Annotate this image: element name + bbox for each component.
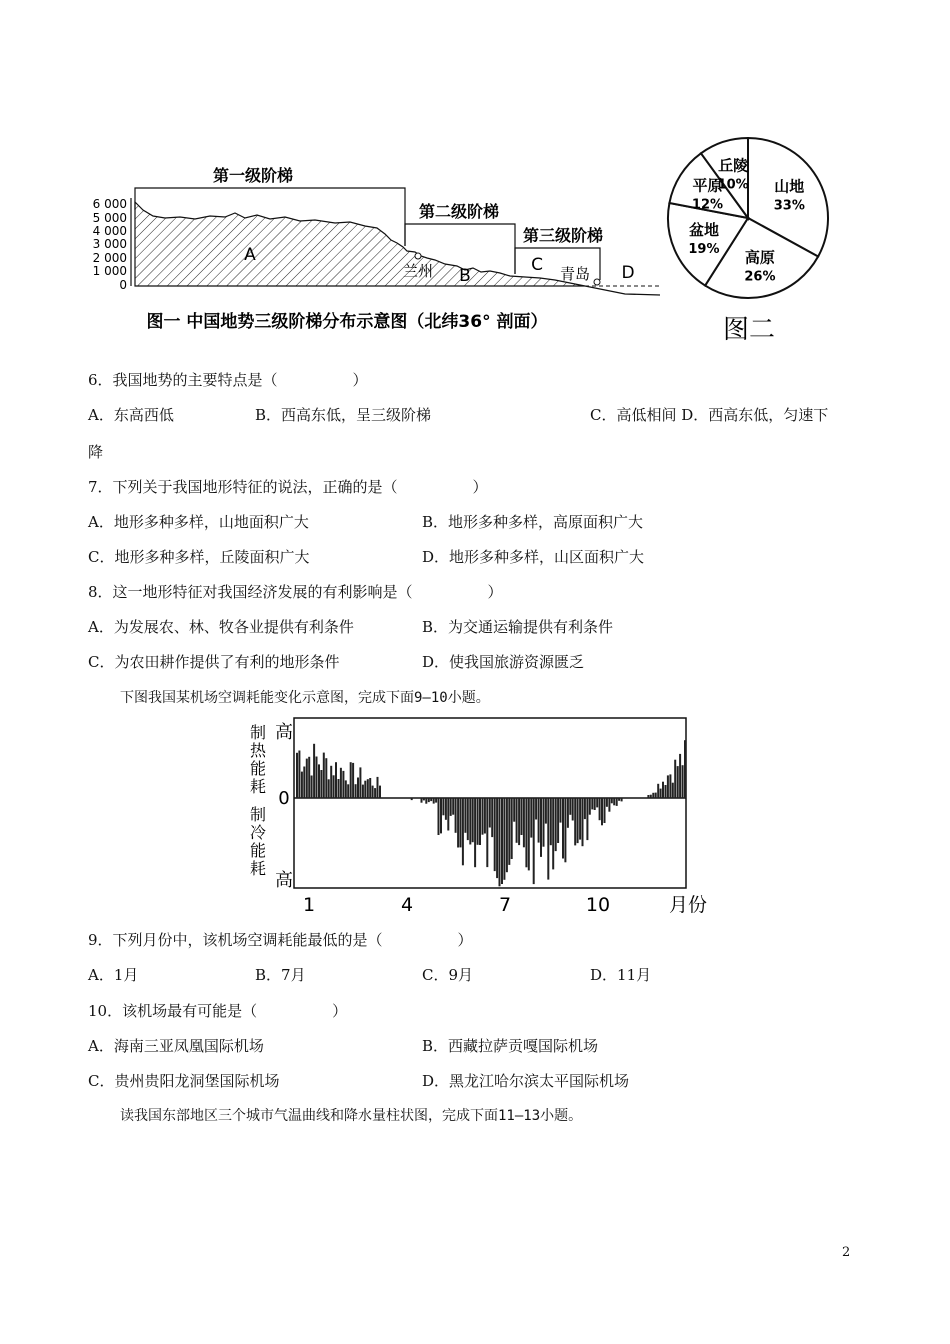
energy-bar: [538, 798, 540, 843]
pie-slice-value: 26%: [744, 269, 776, 285]
q8-stem: 8．这一地形特征对我国经济发展的有利影响是（ ）: [88, 583, 503, 601]
cool-label-1: 制: [249, 805, 267, 824]
energy-bar: [342, 771, 344, 798]
cool-axis-label: [250, 805, 266, 878]
energy-bar: [579, 798, 581, 840]
energy-bar: [323, 753, 325, 798]
energy-bar: [491, 798, 493, 837]
energy-bar: [467, 798, 469, 840]
y-tick-3000: 3 000: [92, 237, 127, 251]
terrain-cross-section: [135, 202, 585, 286]
energy-bar: [506, 798, 508, 872]
energy-bar: [494, 798, 496, 871]
energy-bar: [460, 798, 462, 847]
energy-bar: [677, 766, 679, 798]
q8-option-b[interactable]: B．为交通运输提供有利条件: [422, 618, 614, 636]
energy-bar: [311, 776, 313, 799]
energy-bar: [333, 775, 335, 798]
energy-bar: [511, 798, 513, 859]
x-tick-4: 4: [400, 894, 414, 916]
energy-bar: [301, 772, 303, 798]
y-tick-labels: [93, 197, 127, 292]
energy-bar: [682, 765, 684, 798]
energy-bar: [450, 798, 452, 816]
energy-bar: [440, 798, 442, 833]
energy-bar: [533, 798, 535, 884]
q7-option-b[interactable]: B．地形多种多样，高原面积广大: [422, 513, 644, 531]
pie-slice-name: 盆地: [688, 221, 719, 240]
energy-bar: [455, 798, 457, 833]
energy-bar: [313, 744, 315, 798]
energy-bar: [557, 798, 559, 843]
energy-bar: [501, 798, 503, 884]
q10-option-d[interactable]: D．黑龙江哈尔滨太平国际机场: [422, 1072, 630, 1090]
energy-bar: [662, 782, 664, 798]
high-label-bottom: 高: [275, 870, 293, 891]
sea-floor-line: [585, 286, 660, 295]
y-tick-0: 0: [119, 278, 127, 292]
q10-option-a[interactable]: A．海南三亚凤凰国际机场: [88, 1037, 264, 1055]
q10-option-c[interactable]: C．贵州贵阳龙洞堡国际机场: [88, 1072, 280, 1090]
y-tick-5000: 5 000: [92, 211, 127, 225]
high-label-top: 高: [275, 722, 293, 743]
figure2-pie-chart: [660, 128, 840, 346]
energy-bar: [674, 760, 676, 798]
q7-option-a[interactable]: A．地形多种多样，山地面积广大: [88, 513, 309, 531]
q6-option-cd[interactable]: C．高低相间 D．西高东低，匀速下: [590, 406, 829, 424]
q10-stem: 10．该机场最有可能是（ ）: [88, 1002, 348, 1020]
q8-option-d[interactable]: D．使我国旅游资源匮乏: [422, 653, 585, 671]
energy-bar: [308, 757, 310, 798]
heat-axis-label: [250, 723, 267, 796]
energy-consumption-chart: [240, 712, 720, 922]
heat-label-4: 耗: [249, 777, 267, 796]
energy-bar: [445, 798, 447, 820]
energy-bar: [660, 789, 662, 798]
pie-slice-name: 丘陵: [718, 156, 749, 175]
energy-bar: [469, 798, 471, 845]
heat-label-3: 能: [249, 759, 267, 778]
energy-bar: [320, 770, 322, 798]
qingdao-marker: [594, 279, 600, 285]
energy-bar: [572, 798, 574, 821]
x-tick-1: 1: [302, 894, 316, 916]
lanzhou-marker: [415, 253, 421, 259]
energy-bar: [442, 798, 444, 815]
energy-bar: [523, 798, 525, 847]
q6-stem: 6．我国地势的主要特点是（ ）: [88, 371, 368, 389]
energy-bar: [428, 798, 430, 802]
q6-option-a[interactable]: A．东高西低: [88, 406, 174, 424]
energy-bar: [591, 798, 593, 809]
energy-bar: [552, 798, 554, 869]
energy-bar: [567, 798, 569, 828]
energy-bar: [555, 798, 557, 851]
energy-bar: [604, 798, 606, 823]
zero-label: 0: [278, 788, 290, 809]
city-lanzhou: 兰州: [402, 262, 434, 280]
energy-bar: [362, 785, 364, 798]
city-qingdao: 青岛: [559, 265, 591, 283]
pie-slice-value: 12%: [691, 197, 724, 213]
energy-bar: [435, 798, 437, 803]
energy-bar: [345, 780, 347, 798]
energy-bar: [355, 784, 357, 798]
y-tick-4000: 4 000: [92, 224, 127, 238]
pie-slice-name: 山地: [774, 177, 805, 196]
energy-bar: [616, 798, 618, 806]
energy-bar: [530, 798, 532, 838]
q6-option-wrap: 降: [88, 443, 104, 461]
q9-stem: 9．下列月份中，该机场空调耗能最低的是（ ）: [88, 931, 473, 949]
pie-slice-value: 33%: [773, 198, 805, 214]
energy-bar: [367, 779, 369, 798]
q8-option-a[interactable]: A．为发展农、林、牧各业提供有利条件: [88, 618, 354, 636]
energy-bar: [679, 754, 681, 798]
y-tick-2000: 2 000: [92, 251, 127, 265]
q7-option-d[interactable]: D．地形多种多样，山区面积广大: [422, 548, 645, 566]
energy-bar: [518, 798, 520, 845]
step1-label: 第一级阶梯: [212, 166, 294, 185]
energy-bar: [560, 798, 562, 823]
energy-bar: [330, 766, 332, 798]
energy-bar: [582, 798, 584, 846]
energy-bar: [379, 786, 381, 798]
energy-bar: [574, 798, 576, 845]
label-c: C: [531, 255, 543, 275]
energy-bar: [338, 779, 340, 798]
energy-bar: [350, 762, 352, 798]
energy-bar: [594, 798, 596, 810]
energy-bar: [547, 798, 549, 880]
energy-bar: [525, 798, 527, 867]
energy-bar: [611, 798, 613, 803]
figure1-terrain-profile: [85, 150, 665, 340]
q9-option-d[interactable]: D．11月: [590, 966, 652, 984]
energy-bar: [296, 753, 298, 798]
energy-bar: [340, 768, 342, 798]
energy-bar: [589, 798, 591, 815]
q9-option-b[interactable]: B．7月: [255, 966, 306, 984]
energy-bar: [477, 798, 479, 845]
label-b: B: [459, 266, 471, 286]
energy-bar: [562, 798, 564, 859]
energy-bar: [484, 798, 486, 834]
energy-bar: [667, 775, 669, 798]
energy-bar: [503, 798, 505, 880]
energy-bar: [535, 798, 537, 820]
q7-option-c[interactable]: C．地形多种多样，丘陵面积广大: [88, 548, 310, 566]
q9-option-a[interactable]: A．1月: [88, 966, 139, 984]
figure1-caption: 图一 中国地势三级阶梯分布示意图（北纬36° 剖面）: [146, 312, 548, 332]
energy-bar: [613, 798, 615, 805]
energy-bar: [438, 798, 440, 835]
energy-bar: [513, 798, 515, 822]
energy-bar: [377, 777, 379, 798]
x-tick-labels: [303, 894, 707, 916]
q6-option-b[interactable]: B．西高东低，呈三级阶梯: [255, 406, 432, 424]
pie-slice-name: 平原: [692, 176, 723, 195]
energy-bar: [357, 778, 359, 799]
energy-bar: [479, 798, 481, 845]
energy-bar: [457, 798, 459, 848]
energy-bar: [374, 788, 376, 798]
energy-bar: [472, 798, 474, 842]
energy-bar: [618, 798, 620, 801]
energy-bar: [647, 795, 649, 798]
x-tick-7: 7: [498, 894, 512, 916]
energy-bar: [657, 784, 659, 798]
energy-bar: [489, 798, 491, 828]
energy-bar: [601, 798, 603, 825]
x-tick-10: 10: [585, 894, 611, 916]
energy-bar: [482, 798, 484, 835]
q7-stem: 7．下列关于我国地形特征的说法，正确的是（ ）: [88, 478, 488, 496]
energy-bar: [655, 793, 657, 798]
energy-bar: [669, 774, 671, 798]
energy-bar: [596, 798, 598, 807]
energy-bar: [335, 762, 337, 798]
x-unit-label: 月份: [668, 894, 708, 916]
cool-label-2: 冷: [249, 823, 267, 842]
energy-bar: [543, 798, 545, 847]
energy-bar: [606, 798, 608, 807]
intro-9-10: 下图我国某机场空调耗能变化示意图，完成下面9—10小题。: [120, 690, 490, 706]
energy-bar: [303, 767, 305, 799]
energy-bar: [608, 798, 610, 812]
pie-slice-value: 19%: [688, 242, 720, 258]
energy-bar: [672, 783, 674, 798]
pie-slice-name: 高原: [744, 248, 775, 267]
energy-bar: [474, 798, 476, 867]
energy-bar: [328, 779, 330, 798]
energy-bar: [540, 798, 542, 857]
q9-option-c[interactable]: C．9月: [422, 966, 474, 984]
energy-bar: [528, 798, 530, 870]
figure2-caption: 图二: [722, 315, 776, 345]
step3-label: 第三级阶梯: [522, 226, 604, 245]
energy-bar: [411, 798, 413, 800]
energy-bar: [550, 798, 552, 845]
energy-bar: [586, 798, 588, 840]
y-tick-1000: 1 000: [92, 264, 127, 278]
energy-bar: [433, 798, 435, 804]
y-tick-6000: 6 000: [92, 197, 127, 211]
cool-label-3: 能: [249, 841, 267, 860]
energy-bar: [652, 793, 654, 798]
energy-bar: [347, 784, 349, 798]
energy-bar: [421, 798, 423, 803]
step2-label: 第二级阶梯: [418, 202, 500, 221]
pie-slice-value: 10%: [717, 177, 749, 193]
heat-label-1: 制: [249, 723, 267, 742]
energy-bar: [306, 759, 308, 798]
energy-bar: [508, 798, 510, 865]
energy-bar: [447, 798, 449, 831]
energy-bar: [621, 798, 623, 801]
energy-bar: [369, 778, 371, 798]
energy-bar: [650, 795, 652, 798]
energy-bar: [359, 767, 361, 798]
energy-bar: [665, 785, 667, 798]
cool-label-4: 耗: [249, 859, 267, 878]
q10-option-b[interactable]: B．西藏拉萨贡嘎国际机场: [422, 1037, 599, 1055]
energy-bar: [430, 798, 432, 801]
energy-bar: [423, 798, 425, 800]
energy-bar: [545, 798, 547, 824]
intro-11-13: 读我国东部地区三个城市气温曲线和降水量柱状图，完成下面11—13小题。: [120, 1108, 583, 1124]
q8-option-c[interactable]: C．为农田耕作提供了有利的地形条件: [88, 653, 340, 671]
energy-bar: [496, 798, 498, 878]
energy-bar: [352, 763, 354, 798]
energy-bar: [521, 798, 523, 835]
energy-bar: [318, 764, 320, 798]
label-a: A: [244, 245, 256, 265]
energy-bar: [425, 798, 427, 804]
energy-bar: [372, 786, 374, 798]
energy-bar: [584, 798, 586, 819]
heat-label-2: 热: [249, 741, 267, 760]
energy-bar: [684, 740, 686, 798]
energy-bar: [364, 781, 366, 798]
energy-bar: [452, 798, 454, 815]
energy-bar: [298, 751, 300, 799]
energy-bar: [325, 758, 327, 798]
energy-bar: [516, 798, 518, 843]
energy-bar: [564, 798, 566, 862]
energy-bar: [486, 798, 488, 867]
energy-bar: [499, 798, 501, 886]
energy-bar: [577, 798, 579, 843]
energy-bar: [464, 798, 466, 833]
energy-bar: [569, 798, 571, 815]
energy-bar: [599, 798, 601, 820]
energy-bar: [462, 798, 464, 865]
page-number: 2: [842, 1245, 851, 1260]
energy-bar: [316, 757, 318, 799]
label-d: D: [621, 263, 635, 283]
